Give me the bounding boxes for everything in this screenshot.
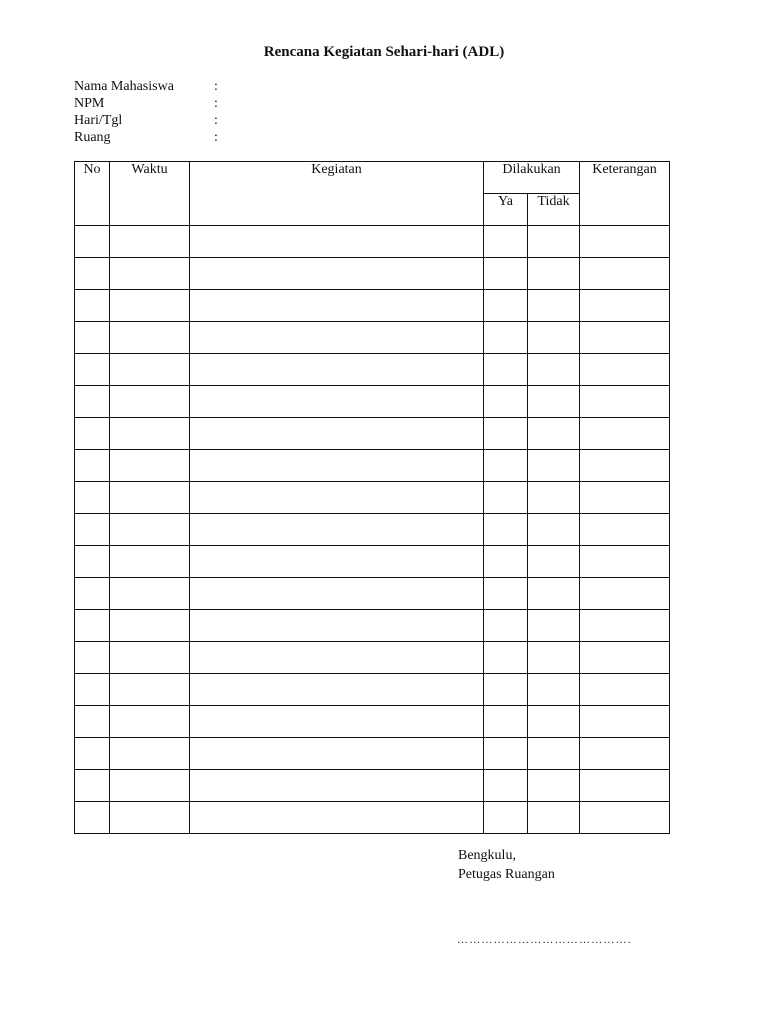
cell-ya <box>484 546 528 578</box>
table-row <box>75 802 670 834</box>
cell-no <box>75 290 110 322</box>
cell-keterangan <box>580 354 670 386</box>
cell-ya <box>484 610 528 642</box>
cell-waktu <box>110 738 190 770</box>
field-ruang <box>74 129 218 146</box>
cell-waktu <box>110 290 190 322</box>
header-fields <box>74 78 218 146</box>
field-nama-mahasiswa <box>74 78 218 95</box>
header-keterangan: Keterangan <box>580 162 670 226</box>
table-row <box>75 386 670 418</box>
field-label: Ruang <box>74 130 111 145</box>
cell-keterangan <box>580 610 670 642</box>
cell-waktu <box>110 226 190 258</box>
cell-tidak <box>528 706 580 738</box>
cell-ya <box>484 674 528 706</box>
cell-no <box>75 610 110 642</box>
cell-ya <box>484 290 528 322</box>
cell-keterangan <box>580 546 670 578</box>
cell-kegiatan <box>190 674 484 706</box>
header-kegiatan: Kegiatan <box>190 162 484 226</box>
cell-keterangan <box>580 226 670 258</box>
cell-keterangan <box>580 578 670 610</box>
cell-no <box>75 386 110 418</box>
cell-keterangan <box>580 386 670 418</box>
cell-kegiatan <box>190 642 484 674</box>
table-row <box>75 354 670 386</box>
header-tidak: Tidak <box>528 194 580 226</box>
cell-ya <box>484 706 528 738</box>
cell-no <box>75 546 110 578</box>
cell-tidak <box>528 418 580 450</box>
cell-tidak <box>528 642 580 674</box>
cell-no <box>75 226 110 258</box>
cell-kegiatan <box>190 354 484 386</box>
cell-waktu <box>110 354 190 386</box>
table-row <box>75 770 670 802</box>
cell-waktu <box>110 322 190 354</box>
table-row <box>75 258 670 290</box>
cell-kegiatan <box>190 258 484 290</box>
cell-kegiatan <box>190 226 484 258</box>
cell-kegiatan <box>190 386 484 418</box>
cell-tidak <box>528 290 580 322</box>
cell-ya <box>484 258 528 290</box>
field-npm <box>74 95 218 112</box>
cell-no <box>75 578 110 610</box>
cell-kegiatan <box>190 290 484 322</box>
cell-no <box>75 354 110 386</box>
cell-ya <box>484 482 528 514</box>
cell-keterangan <box>580 642 670 674</box>
header-ya: Ya <box>484 194 528 226</box>
cell-no <box>75 802 110 834</box>
table-row <box>75 290 670 322</box>
cell-ya <box>484 322 528 354</box>
cell-tidak <box>528 514 580 546</box>
cell-waktu <box>110 418 190 450</box>
header-no: No <box>75 162 110 226</box>
cell-waktu <box>110 482 190 514</box>
table-body <box>75 226 670 834</box>
cell-keterangan <box>580 514 670 546</box>
cell-ya <box>484 738 528 770</box>
footer-role: Petugas Ruangan <box>458 867 555 882</box>
field-label: NPM <box>74 96 105 111</box>
cell-ya <box>484 770 528 802</box>
cell-keterangan <box>580 450 670 482</box>
cell-ya <box>484 802 528 834</box>
cell-keterangan <box>580 482 670 514</box>
cell-no <box>75 514 110 546</box>
table-row <box>75 578 670 610</box>
cell-tidak <box>528 674 580 706</box>
cell-ya <box>484 578 528 610</box>
cell-tidak <box>528 578 580 610</box>
cell-keterangan <box>580 706 670 738</box>
cell-keterangan <box>580 802 670 834</box>
cell-keterangan <box>580 290 670 322</box>
cell-tidak <box>528 258 580 290</box>
cell-no <box>75 322 110 354</box>
cell-ya <box>484 226 528 258</box>
field-separator: : <box>214 113 218 128</box>
table-row <box>75 546 670 578</box>
cell-no <box>75 738 110 770</box>
field-separator: : <box>214 96 218 111</box>
field-separator: : <box>214 79 218 94</box>
cell-tidak <box>528 450 580 482</box>
document-title: Rencana Kegiatan Sehari-hari (ADL) <box>263 44 505 60</box>
field-label: Nama Mahasiswa <box>74 79 174 94</box>
cell-ya <box>484 450 528 482</box>
cell-waktu <box>110 258 190 290</box>
cell-kegiatan <box>190 514 484 546</box>
cell-ya <box>484 514 528 546</box>
cell-waktu <box>110 610 190 642</box>
cell-ya <box>484 642 528 674</box>
signature-line: ……………………………………. <box>457 934 632 946</box>
table-row <box>75 450 670 482</box>
cell-tidak <box>528 770 580 802</box>
cell-keterangan <box>580 770 670 802</box>
cell-kegiatan <box>190 546 484 578</box>
cell-kegiatan <box>190 322 484 354</box>
signature-block <box>458 846 555 884</box>
cell-no <box>75 258 110 290</box>
cell-keterangan <box>580 738 670 770</box>
header-waktu: Waktu <box>110 162 190 226</box>
field-separator: : <box>214 130 218 145</box>
cell-keterangan <box>580 418 670 450</box>
table-row <box>75 642 670 674</box>
cell-waktu <box>110 450 190 482</box>
cell-waktu <box>110 514 190 546</box>
cell-ya <box>484 418 528 450</box>
cell-tidak <box>528 802 580 834</box>
cell-keterangan <box>580 258 670 290</box>
cell-no <box>75 770 110 802</box>
header-dilakukan: Dilakukan <box>484 162 580 194</box>
cell-tidak <box>528 738 580 770</box>
cell-tidak <box>528 354 580 386</box>
cell-waktu <box>110 578 190 610</box>
cell-waktu <box>110 802 190 834</box>
adl-table <box>74 161 670 834</box>
field-label: Hari/Tgl <box>74 113 123 128</box>
table-row <box>75 418 670 450</box>
cell-kegiatan <box>190 482 484 514</box>
cell-waktu <box>110 706 190 738</box>
cell-waktu <box>110 642 190 674</box>
cell-tidak <box>528 610 580 642</box>
cell-no <box>75 418 110 450</box>
cell-waktu <box>110 546 190 578</box>
table-row <box>75 482 670 514</box>
cell-keterangan <box>580 322 670 354</box>
table-row <box>75 706 670 738</box>
cell-no <box>75 674 110 706</box>
table-row <box>75 514 670 546</box>
cell-no <box>75 706 110 738</box>
cell-kegiatan <box>190 706 484 738</box>
cell-tidak <box>528 226 580 258</box>
cell-tidak <box>528 386 580 418</box>
footer-place: Bengkulu, <box>458 848 516 863</box>
cell-waktu <box>110 674 190 706</box>
table-row <box>75 674 670 706</box>
cell-no <box>75 642 110 674</box>
cell-tidak <box>528 482 580 514</box>
cell-kegiatan <box>190 770 484 802</box>
cell-tidak <box>528 322 580 354</box>
cell-tidak <box>528 546 580 578</box>
table-row <box>75 322 670 354</box>
field-hari-tgl <box>74 112 218 129</box>
cell-kegiatan <box>190 738 484 770</box>
table-row <box>75 738 670 770</box>
cell-ya <box>484 354 528 386</box>
cell-keterangan <box>580 674 670 706</box>
cell-ya <box>484 386 528 418</box>
cell-kegiatan <box>190 610 484 642</box>
cell-waktu <box>110 386 190 418</box>
table-row <box>75 226 670 258</box>
cell-no <box>75 482 110 514</box>
cell-kegiatan <box>190 802 484 834</box>
cell-kegiatan <box>190 450 484 482</box>
cell-waktu <box>110 770 190 802</box>
table-row <box>75 610 670 642</box>
cell-no <box>75 450 110 482</box>
cell-kegiatan <box>190 578 484 610</box>
cell-kegiatan <box>190 418 484 450</box>
